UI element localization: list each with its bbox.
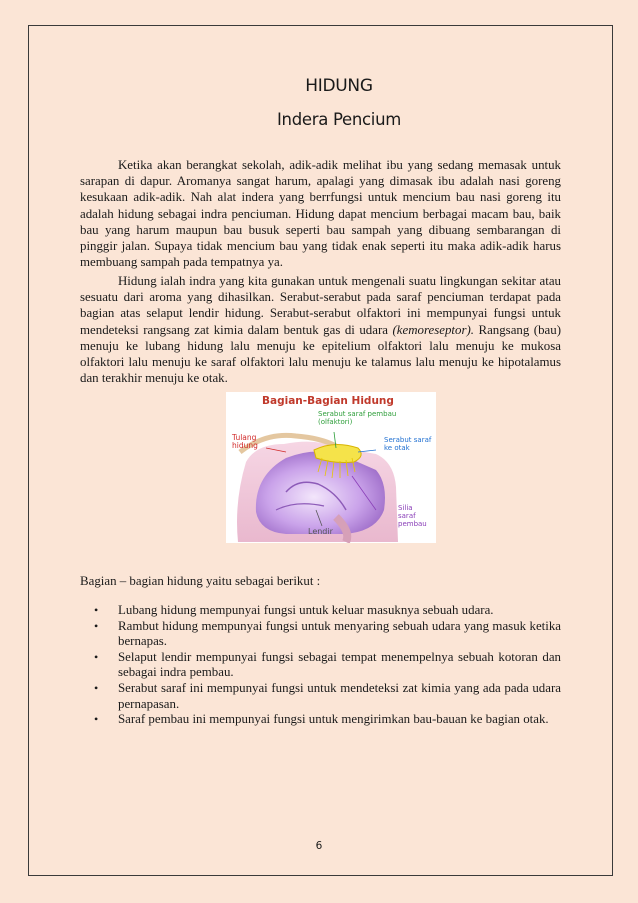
nose-diagram [226,392,436,543]
bullet-icon: • [94,680,99,695]
label-tulang-hidung: Tulang hidung [232,433,258,450]
list-item-text: Lubang hidung mempunyai fungsi untuk keluar masuknya sebuah udara. [118,603,494,617]
label-serabut-otak: Serabut saraf ke otak [384,436,432,452]
list-item [80,603,561,619]
list-item [80,619,561,650]
paragraph-2-text-end: Rangsang (bau) menuju ke lubang hidung lalu menuju ke epitelium olfaktori lalu menuju ke mukosa olfaktori lalu menuju ke saraf olfaktori lalu menuju ke talamus lalu menuju ke hipotalamus dan terakhir menuju ke otak. [80,322,562,386]
paragraph-1-text: Ketika akan berangkat sekolah, adik-adik melihat ibu yang sedang memasak untuk sarapan di dapur. Aromanya sangat harum, apalagi yang dimasak ibu adalah nasi goreng kesukaan adik-adik. Nah alat indera yang berrfungsi untuk mencium bau nasi goreng itu adalah hidung sebagai indra penciuman. Hidung dapat mencium berbagai macam bau, baik bau yang harum maupun bau busuk seperti bau sampah yang dibuang sembarangan di pinggir jalan. Supaya tidak mencium bau yang tidak enak seperti itu maka adik-adik harus membuang sampah pada tempatnya ya. [80,158,561,270]
list-item [80,681,561,712]
label-lendir: Lendir [308,527,333,536]
list-item [80,650,561,681]
list-item-text: Selaput lendir mempunyai fungsi sebagai tempat menempelnya sebuah kotoran dan sebagai indra pembau. [118,649,561,680]
list-item [80,712,561,728]
parts-list [80,603,561,728]
kemoreseptor-term: (kemoreseptor). [392,322,474,337]
label-silia: Silia saraf pembau [398,504,427,528]
label-serabut-pembau: Serabut saraf pembau (olfaktori) [318,410,397,426]
bullet-icon: • [94,603,99,617]
bullet-icon: • [94,618,99,633]
bullet-icon: • [94,649,99,664]
paragraph-2-text: Hidung ialah indra yang kita gunakan untuk mengenali suatu lingkungan sekitar atau sesuatu dari aroma yang dihasilkan. Serabut-serabut pada saraf penciuman terdapat pada bagian atas selaput lendir hidung. Serabut-serabut olfaktori ini mempunyai fungsi untuk mendeteksi rangsang zat kimia dalam bentuk gas di udara [80,274,561,337]
page-subtitle: Indera Pencium [276,110,402,129]
page-number: 6 [315,840,323,852]
bullet-icon: • [94,712,99,727]
parts-intro: Bagian – bagian hidung yaitu sebagai berikut : [80,574,321,588]
paragraph-1 [80,157,561,270]
diagram-title: Bagian-Bagian Hidung [262,395,394,407]
paragraph-2 [80,273,561,386]
page-title: HIDUNG [305,76,373,96]
list-item-text: Saraf pembau ini mempunyai fungsi untuk mengirimkan bau-bauan ke bagian otak. [118,712,549,727]
list-item-text: Rambut hidung mempunyai fungsi untuk menyaring sebuah udara yang masuk ketika bernapas. [118,618,561,649]
list-item-text: Serabut saraf ini mempunyai fungsi untuk mendeteksi zat kimia yang ada pada udara pernapasan. [118,680,561,711]
